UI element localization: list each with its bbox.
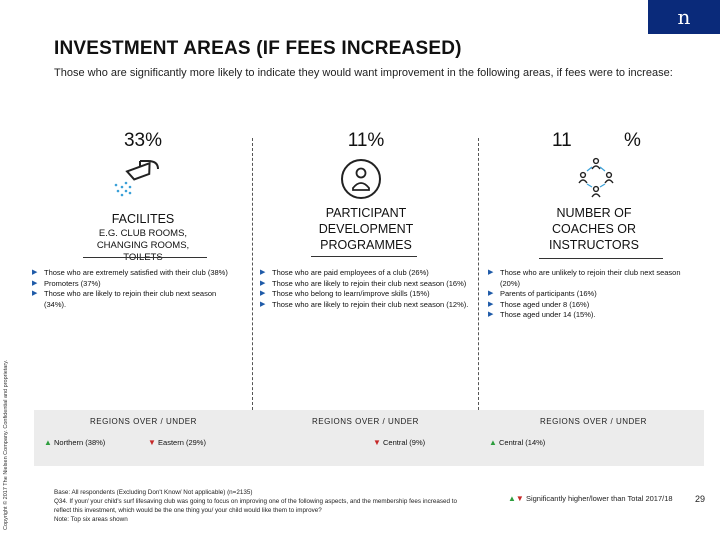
region-eastern — [148, 438, 206, 447]
footer-base: Base: All respondents (Excluding Don't Know/ Not applicable) (n=2135) — [54, 489, 253, 496]
up-arrow-icon: ▲ — [44, 438, 52, 447]
regions-heading: REGIONS OVER / UNDER — [540, 417, 647, 426]
region-central-col3 — [489, 438, 545, 447]
list-item: ▶ Promoters (37%) — [32, 279, 237, 290]
coaches-percent-sign: % — [624, 130, 641, 151]
participant-development-rule — [311, 256, 417, 257]
coaches-title: NUMBER OF COACHES OR INSTRUCTORS — [548, 206, 640, 252]
facilities-column — [28, 125, 258, 410]
list-item: ▶ Parents of participants (16%) — [488, 289, 698, 300]
participant-development-percent: 11% — [347, 130, 385, 151]
down-arrow-icon: ▼ — [515, 494, 524, 503]
copyright-text: Copyright © 2017 The Nielsen Company. Confidential and proprietary. — [3, 359, 9, 530]
list-item: ▶ Those aged under 14 (15%). — [488, 310, 698, 321]
list-item: ▶ Those who belong to learn/improve skills (15%) — [260, 289, 470, 300]
down-arrow-icon: ▼ — [148, 438, 156, 447]
region-label: Central (14%) — [499, 438, 546, 447]
region-label: Eastern (29%) — [158, 438, 206, 447]
list-item: ▶ Those who are likely to rejoin their club next season (34%). — [32, 289, 237, 310]
regions-heading: REGIONS OVER / UNDER — [90, 417, 197, 426]
column-divider — [252, 138, 253, 410]
region-central-col2 — [373, 438, 425, 447]
region-label: Northern (38%) — [54, 438, 106, 447]
significance-text: Significantly higher/lower than Total 2017/18 — [525, 494, 673, 503]
list-item: ▶ Those who are likely to rejoin their club next season (16%) — [260, 279, 470, 290]
list-item: ▶ Those aged under 8 (16%) — [488, 300, 698, 311]
regions-heading: REGIONS OVER / UNDER — [312, 417, 419, 426]
page-subtitle: Those who are significantly more likely to indicate they would want improvement in the following areas, if fees were to increase: — [54, 67, 673, 79]
up-arrow-icon: ▲ — [489, 438, 497, 447]
list-item: ▶ Those who are unlikely to rejoin their club next season (20%) — [488, 268, 698, 289]
up-arrow-icon: ▲ — [508, 494, 516, 503]
footer-question: Q34. If your/ your child's surf lifesaving club was going to focus on improving one of the following aspects, and the membership fees increased to reflect this investment, which would be the one thing you/ your child would like them to improve? — [54, 498, 458, 514]
page-title: INVESTMENT AREAS (IF FEES INCREASED) — [54, 38, 462, 59]
participant-development-title: PARTICIPANT DEVELOPMENT PROGRAMMES — [318, 206, 414, 252]
list-item: ▶ Those who are likely to rejoin their club next season (12%). — [260, 300, 470, 311]
page-number: 29 — [695, 494, 706, 504]
list-item: ▶ Those who are extremely satisfied with their club (38%) — [32, 268, 237, 279]
coaches-column — [484, 125, 704, 410]
significance-note — [508, 494, 673, 503]
down-arrow-icon: ▼ — [373, 438, 381, 447]
participant-development-column — [258, 125, 474, 410]
facilities-bullets — [32, 268, 237, 310]
coaches-bullets — [488, 268, 698, 321]
nielsen-logo: n — [648, 0, 720, 34]
facilities-rule — [83, 257, 207, 258]
top-bar — [0, 0, 720, 34]
coaches-rule — [539, 258, 663, 259]
facilities-subtitle: E.G. CLUB ROOMS, CHANGING ROOMS, — [96, 228, 190, 251]
list-item: ▶ Those who are paid employees of a club (26%) — [260, 268, 470, 279]
regions-panel — [34, 410, 704, 466]
facilities-percent: 33% — [123, 130, 163, 151]
footer-notes — [54, 488, 474, 524]
column-divider — [478, 138, 479, 410]
facilities-title: FACILITES — [111, 212, 175, 226]
region-northern — [44, 438, 105, 447]
participant-development-bullets — [260, 268, 470, 310]
coaches-percent-value: 11 — [552, 130, 572, 151]
region-label: Central (9%) — [383, 438, 426, 447]
footer-note: Note: Top six areas shown — [54, 516, 128, 523]
